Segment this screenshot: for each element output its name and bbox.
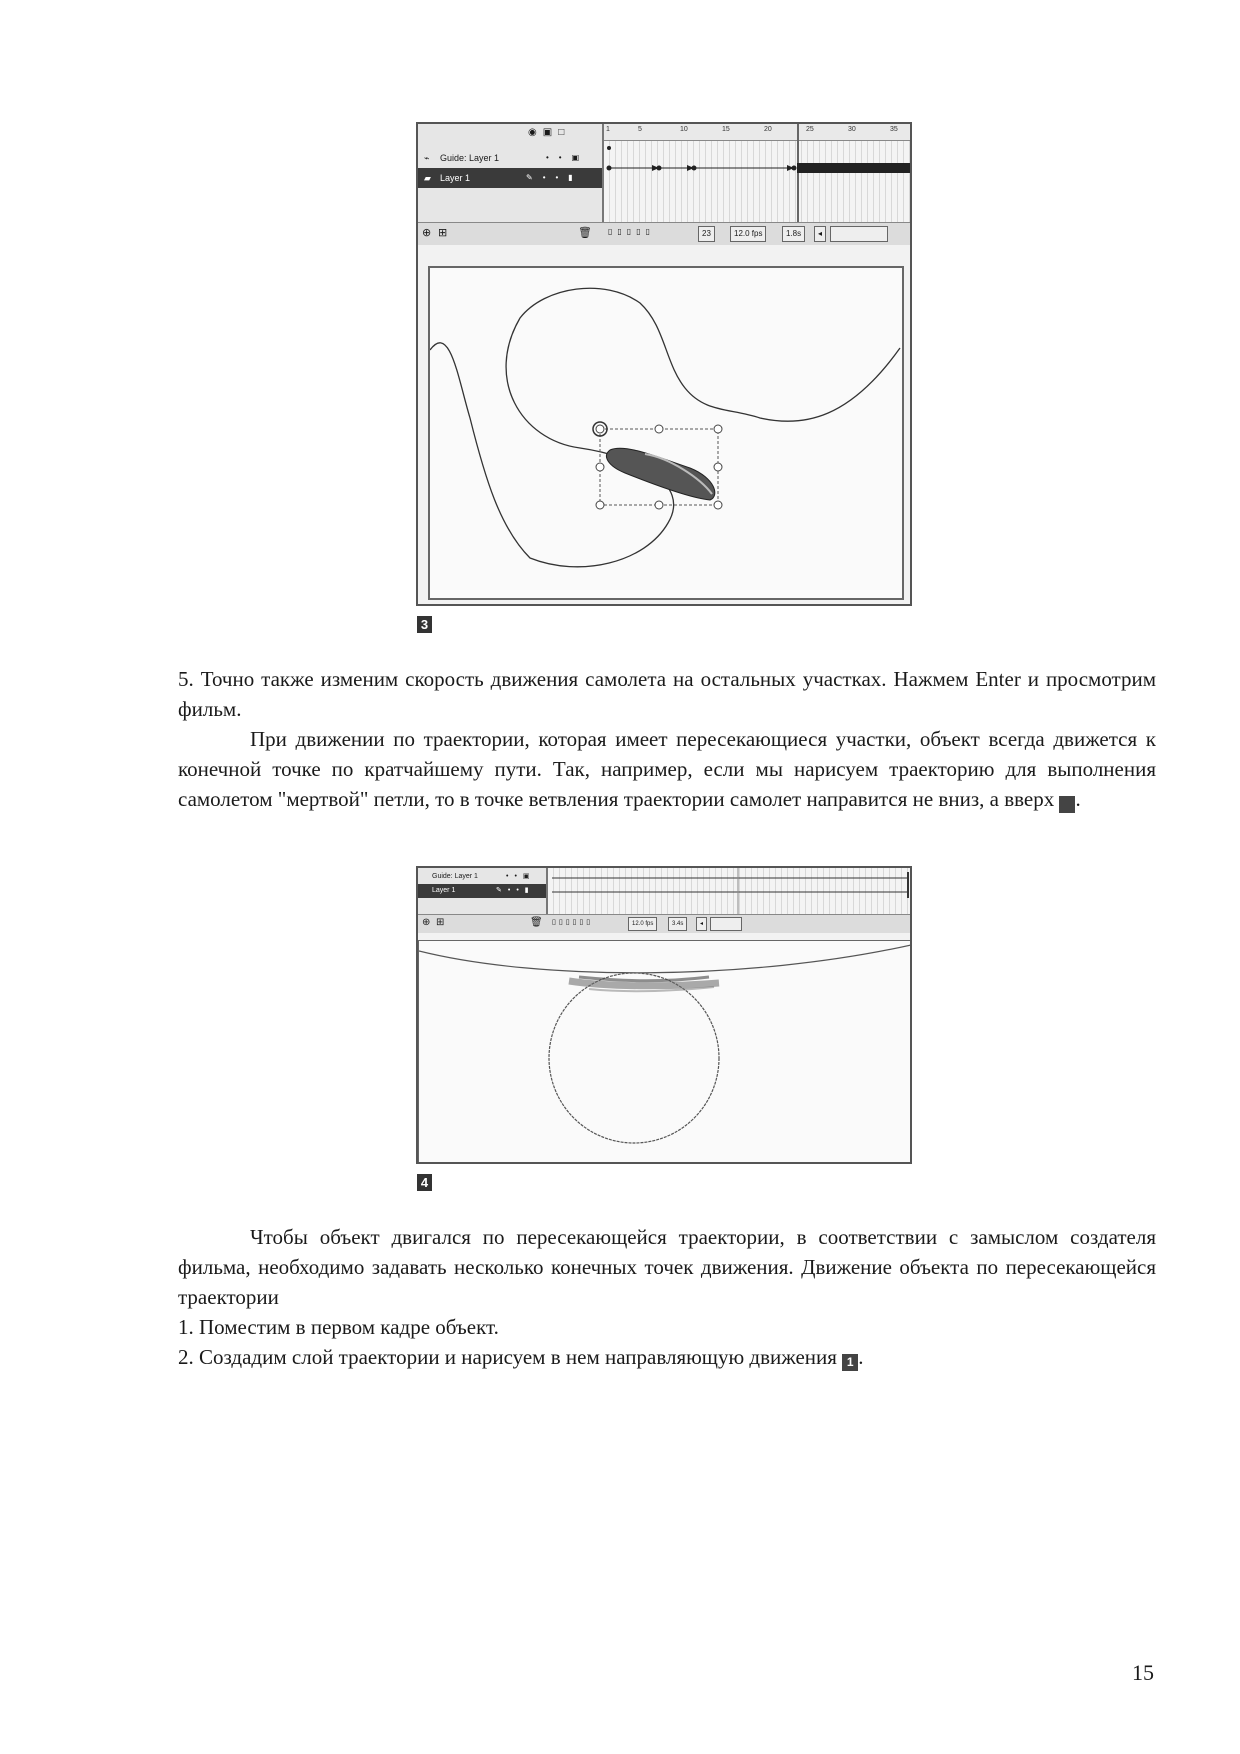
layer-name: Guide: Layer 1: [440, 153, 500, 163]
lock-icon[interactable]: ▣: [542, 127, 559, 138]
add-guide-icon[interactable]: ⊞: [438, 227, 448, 239]
paragraph-several-endpoints: Чтобы объект двигался по пересекающейся траектории, в соответствии с замыслом создателя фильма, необходимо задавать несколько конечных точек движения. Движение объекта по пересекающейся траектории: [178, 1225, 1156, 1309]
motion-guide-loop: [419, 941, 911, 1163]
elapsed-time-field: 3.4s: [668, 917, 687, 931]
timeline-frames[interactable]: [602, 124, 912, 222]
trash-icon[interactable]: 🗑: [530, 917, 543, 928]
scroll-left-button[interactable]: ◂: [696, 917, 707, 931]
layer-row-guide[interactable]: [418, 148, 602, 168]
ruler-tick: 5: [638, 126, 642, 133]
timeline-status-bar: [418, 914, 912, 933]
paragraph-intersecting-paths: При движении по траектории, которая имеет пересекающиеся участки, объект всегда движется к конечной точке по кратчайшему пути. Так, например, если мы нарисуем траекторию для выполнения самолетом "мертвой" петли, то в точке ветвления траектории самолет направится не вниз, а вверх 4.: [178, 727, 1156, 811]
layer-toggles[interactable]: ••▣: [546, 153, 590, 162]
timeline-header-icons: [528, 127, 570, 138]
layer-icon: ▰: [424, 173, 431, 183]
layer-toggles[interactable]: ✎••▮: [496, 887, 535, 894]
figure-3-screenshot: [416, 122, 912, 606]
layer-row-layer1[interactable]: Layer 1 ✎••▮: [418, 884, 546, 898]
trash-icon[interactable]: 🗑: [578, 227, 592, 239]
tween-frames: [604, 142, 912, 192]
step-1: 1. Поместим в первом кадре объект.: [178, 1315, 499, 1339]
figure-4-number: 4: [417, 1174, 432, 1191]
frame-rate-field: 12.0 fps: [628, 917, 657, 931]
selected-airplane[interactable]: [430, 268, 902, 598]
tween-frames: [548, 868, 912, 914]
eye-icon[interactable]: ◉: [528, 127, 543, 138]
step-2: 2. Создадим слой траектории и нарисуем в нем направляющую движения 1 .: [178, 1345, 864, 1369]
layer-toggles[interactable]: ••▣: [506, 873, 536, 880]
ruler-tick: 1: [606, 126, 610, 133]
add-layer-icon[interactable]: ⊕: [422, 917, 431, 928]
ruler-tick: 20: [764, 126, 772, 133]
figure-3-number: 3: [417, 616, 432, 633]
add-layer-icon[interactable]: ⊕: [422, 227, 432, 239]
layer-row-layer1[interactable]: [418, 168, 602, 188]
timeline-status-bar: [418, 222, 912, 245]
ruler-tick: 15: [722, 126, 730, 133]
horizontal-scrollbar[interactable]: [830, 226, 888, 242]
figure-4-screenshot: [416, 866, 912, 1164]
timeline-frames[interactable]: [546, 868, 912, 914]
current-frame-field: 23: [698, 226, 715, 242]
ruler-tick: 30: [848, 126, 856, 133]
layer-toggles[interactable]: ✎••▮: [526, 173, 583, 182]
layer-name: Layer 1: [440, 173, 471, 183]
layer-row-guide[interactable]: Guide: Layer 1 ••▣: [418, 870, 546, 884]
figure-1-ref-icon: 1: [842, 1354, 858, 1371]
stage[interactable]: [428, 266, 904, 600]
timeline-layers-panel: [418, 868, 546, 914]
stage[interactable]: [418, 940, 912, 1164]
timeline-layers-panel: [418, 124, 602, 222]
paragraph-step5: 5. Точно также изменим скорость движения самолета на остальных участках. Нажмем Enter и просмотрим фильм.: [178, 667, 1156, 721]
horizontal-scrollbar[interactable]: [710, 917, 742, 931]
onion-skin-icons[interactable]: ▯▯▯▯▯: [608, 227, 656, 236]
ruler-tick: 10: [680, 126, 688, 133]
outline-icon[interactable]: □: [558, 127, 571, 138]
elapsed-time-field: 1.8s: [782, 226, 805, 242]
ruler-tick: 25: [806, 126, 814, 133]
frame-rate-field: 12.0 fps: [730, 226, 766, 242]
guide-layer-icon: ⌁: [424, 153, 430, 163]
ruler-tick: 35: [890, 126, 898, 133]
onion-skin-icons[interactable]: ▯▯▯▯▯▯: [552, 919, 594, 926]
frame-ruler: [604, 124, 912, 141]
scroll-left-button[interactable]: ◂: [814, 226, 826, 242]
page-number: 15: [1132, 1660, 1154, 1685]
add-guide-icon[interactable]: ⊞: [436, 917, 445, 928]
figure-4-ref-icon: 4: [1059, 796, 1075, 813]
